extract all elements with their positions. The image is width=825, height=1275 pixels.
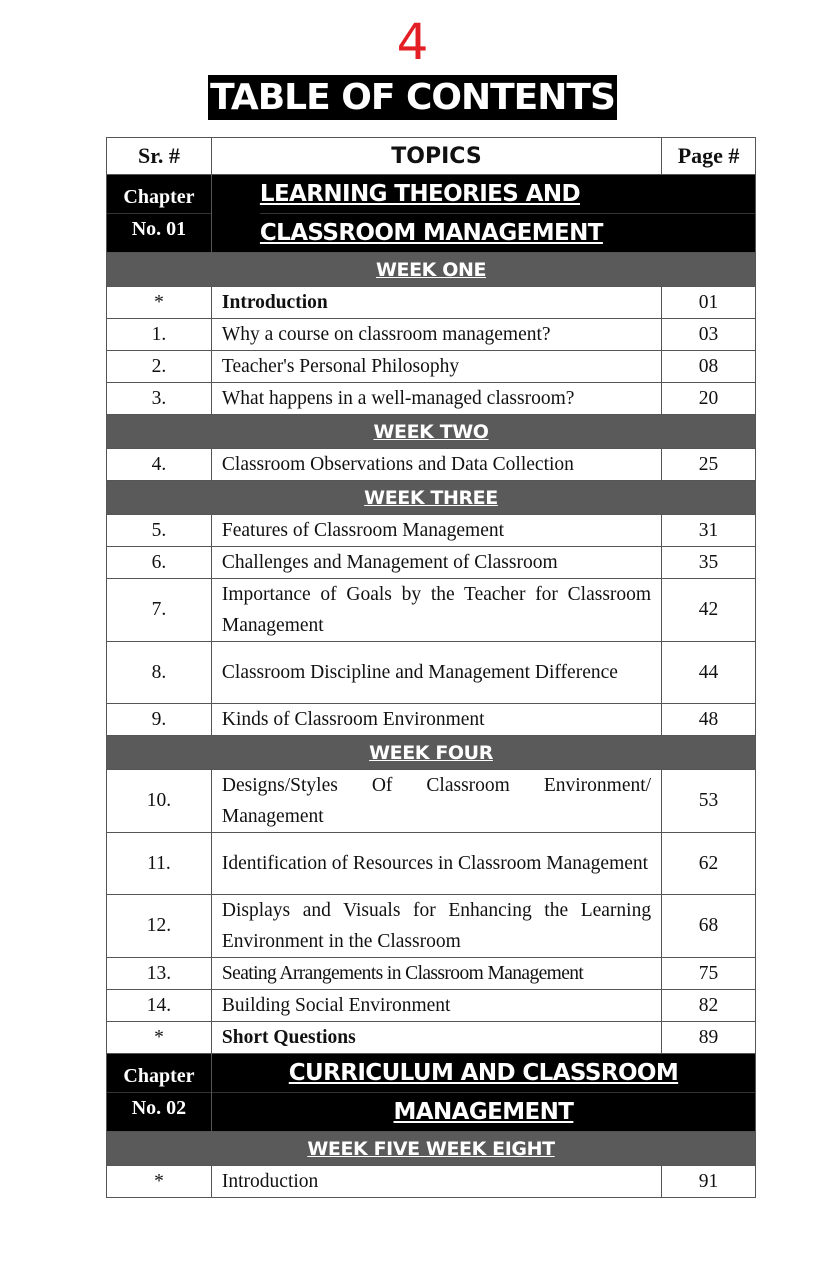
row-page: 42 bbox=[662, 579, 756, 642]
page-number: 4 bbox=[396, 13, 429, 71]
row-topic[interactable]: Introduction bbox=[211, 1166, 661, 1198]
table-header-row bbox=[107, 138, 756, 175]
row-topic[interactable]: What happens in a well-managed classroom? bbox=[211, 383, 661, 415]
row-topic[interactable]: Introduction bbox=[211, 287, 661, 319]
chapter-label-line2: No. 01 bbox=[107, 213, 211, 245]
table-row[interactable] bbox=[107, 958, 756, 990]
chapter-title-line1: LEARNING THEORIES AND bbox=[259, 181, 581, 207]
chapter-title-line2: MANAGEMENT bbox=[212, 1092, 755, 1131]
row-sr: 2. bbox=[107, 351, 212, 383]
row-topic[interactable]: Teacher's Personal Philosophy bbox=[211, 351, 661, 383]
chapter-label-line1: Chapter bbox=[123, 1065, 195, 1087]
chapter-label-line2: No. 02 bbox=[107, 1092, 211, 1124]
row-sr: 3. bbox=[107, 383, 212, 415]
row-page: 35 bbox=[662, 547, 756, 579]
table-row[interactable] bbox=[107, 319, 756, 351]
week-header: WEEK TWO bbox=[107, 415, 756, 449]
row-page: 48 bbox=[662, 704, 756, 736]
table-row[interactable] bbox=[107, 770, 756, 833]
row-page: 62 bbox=[662, 833, 756, 895]
table-row[interactable] bbox=[107, 287, 756, 319]
chapter-title-line1: CURRICULUM AND CLASSROOM bbox=[288, 1060, 679, 1086]
chapter-title-line2: CLASSROOM MANAGEMENT bbox=[260, 213, 755, 252]
row-sr: 8. bbox=[107, 642, 212, 704]
chapter-header-row bbox=[107, 1054, 756, 1132]
table-row[interactable] bbox=[107, 351, 756, 383]
table-row[interactable] bbox=[107, 895, 756, 958]
row-page: 75 bbox=[662, 958, 756, 990]
row-sr: 12. bbox=[107, 895, 212, 958]
row-topic[interactable]: Short Questions bbox=[211, 1022, 661, 1054]
row-page: 01 bbox=[662, 287, 756, 319]
row-topic[interactable]: Importance of Goals by the Teacher for Classroom Management bbox=[211, 579, 661, 642]
chapter-label bbox=[107, 175, 212, 253]
page-title: TABLE OF CONTENTS bbox=[210, 77, 615, 118]
row-sr: 7. bbox=[107, 579, 212, 642]
table-row[interactable] bbox=[107, 383, 756, 415]
table-row[interactable] bbox=[107, 1166, 756, 1198]
row-page: 91 bbox=[662, 1166, 756, 1198]
row-topic[interactable]: Classroom Observations and Data Collection bbox=[211, 449, 661, 481]
chapter-label-line1: Chapter bbox=[123, 186, 195, 208]
row-topic[interactable]: Identification of Resources in Classroom Management bbox=[211, 833, 661, 895]
chapter-title[interactable] bbox=[211, 1054, 755, 1132]
row-sr: 9. bbox=[107, 704, 212, 736]
row-topic[interactable]: Classroom Discipline and Management Difference bbox=[211, 642, 661, 704]
week-header: WEEK THREE bbox=[107, 481, 756, 515]
row-topic[interactable]: Building Social Environment bbox=[211, 990, 661, 1022]
header-topics: TOPICS bbox=[211, 138, 661, 175]
chapter-title[interactable] bbox=[211, 175, 755, 253]
row-sr: 4. bbox=[107, 449, 212, 481]
row-topic[interactable]: Features of Classroom Management bbox=[211, 515, 661, 547]
chapter-header-row bbox=[107, 175, 756, 253]
row-page: 20 bbox=[662, 383, 756, 415]
table-row[interactable] bbox=[107, 642, 756, 704]
row-topic[interactable]: Designs/Styles Of Classroom Environment/ Management bbox=[211, 770, 661, 833]
row-sr: * bbox=[107, 287, 212, 319]
table-row[interactable] bbox=[107, 579, 756, 642]
row-sr: 6. bbox=[107, 547, 212, 579]
row-topic[interactable]: Challenges and Management of Classroom bbox=[211, 547, 661, 579]
row-page: 08 bbox=[662, 351, 756, 383]
table-row[interactable] bbox=[107, 515, 756, 547]
row-page: 25 bbox=[662, 449, 756, 481]
row-page: 53 bbox=[662, 770, 756, 833]
row-page: 68 bbox=[662, 895, 756, 958]
header-page: Page # bbox=[662, 138, 756, 175]
week-header: WEEK FIVE WEEK EIGHT bbox=[107, 1132, 756, 1166]
row-sr: * bbox=[107, 1166, 212, 1198]
row-sr: 5. bbox=[107, 515, 212, 547]
row-sr: 11. bbox=[107, 833, 212, 895]
row-topic[interactable]: Seating Arrangements in Classroom Management bbox=[211, 958, 661, 990]
table-row[interactable] bbox=[107, 547, 756, 579]
table-row[interactable] bbox=[107, 833, 756, 895]
row-sr: 10. bbox=[107, 770, 212, 833]
contents-table bbox=[106, 137, 756, 1198]
table-row[interactable] bbox=[107, 449, 756, 481]
week-header: WEEK ONE bbox=[107, 253, 756, 287]
table-row[interactable] bbox=[107, 990, 756, 1022]
row-page: 31 bbox=[662, 515, 756, 547]
row-page: 03 bbox=[662, 319, 756, 351]
row-sr: 14. bbox=[107, 990, 212, 1022]
row-page: 82 bbox=[662, 990, 756, 1022]
row-sr: * bbox=[107, 1022, 212, 1054]
chapter-label bbox=[107, 1054, 212, 1132]
row-page: 44 bbox=[662, 642, 756, 704]
row-sr: 13. bbox=[107, 958, 212, 990]
row-page: 89 bbox=[662, 1022, 756, 1054]
row-topic[interactable]: Kinds of Classroom Environment bbox=[211, 704, 661, 736]
table-row[interactable] bbox=[107, 1022, 756, 1054]
row-sr: 1. bbox=[107, 319, 212, 351]
row-topic[interactable]: Displays and Visuals for Enhancing the Learning Environment in the Classroom bbox=[211, 895, 661, 958]
header-sr: Sr. # bbox=[107, 138, 212, 175]
week-header: WEEK FOUR bbox=[107, 736, 756, 770]
table-row[interactable] bbox=[107, 704, 756, 736]
row-topic[interactable]: Why a course on classroom management? bbox=[211, 319, 661, 351]
